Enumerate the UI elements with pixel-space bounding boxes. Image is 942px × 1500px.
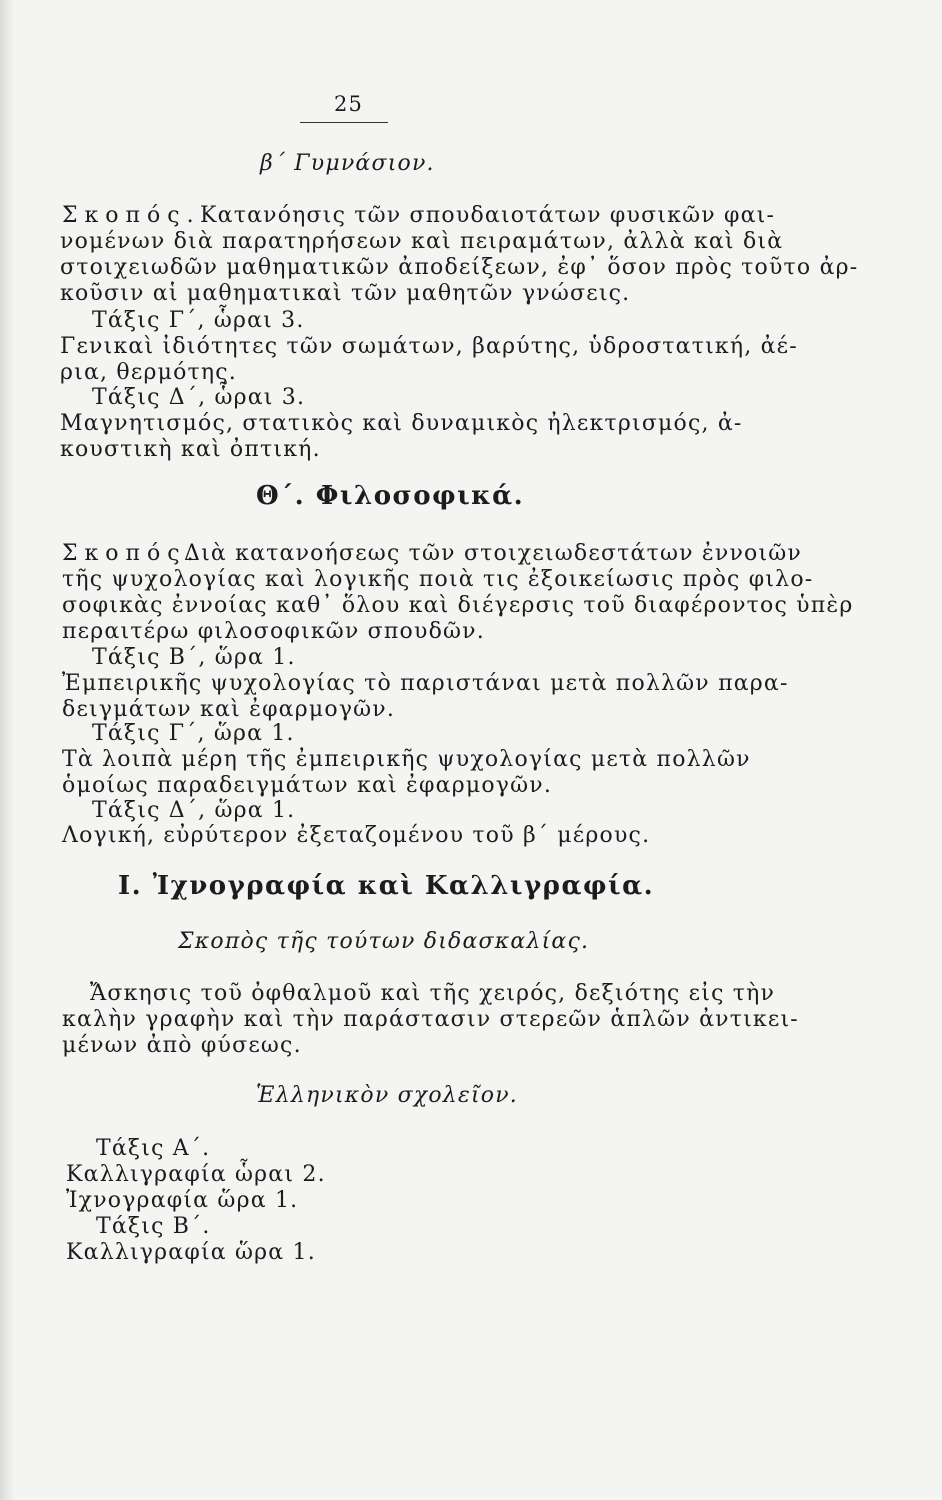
drawing-class-b-line-1: Καλλιγραφία ὥρα 1. (66, 1240, 316, 1265)
drawing-class-b-heading: Τάξις Β΄. (96, 1214, 211, 1239)
philosophy-class-d-line-1: Λογική, εὐρύτερον ἐξεταζομένου τοῦ β΄ μέρους. (62, 823, 651, 848)
gymnasium-class-d-heading: Τάξις Δ΄, ὧραι 3. (92, 385, 306, 410)
philosophy-heading: Θ΄. Φιλοσοφικά. (256, 481, 525, 511)
drawing-aim-line-3: μένων ἀπὸ φύσεως. (62, 1033, 302, 1058)
gymnasium-heading: β΄ Γυμνάσιον. (260, 151, 435, 176)
drawing-heading: Ι. Ἰχνογραφία καὶ Καλλιγραφία. (118, 871, 655, 901)
drawing-class-a-line-2: Ἰχνογραφία ὥρα 1. (66, 1188, 299, 1213)
philosophy-class-g-line-1: Τὰ λοιπὰ μέρη τῆς ἐμπειρικῆς ψυχολογίας μετὰ πολλῶν (62, 747, 751, 772)
philosophy-class-b-line-2: δειγμάτων καὶ ἐφαρμογῶν. (62, 697, 396, 722)
gymnasium-aim-line-3: στοιχειωδῶν μαθηματικῶν ἀποδείξεων, ἐφ᾽ ὅσον πρὸς τοῦτο ἀρ- (60, 255, 859, 280)
school-heading: Ἑλληνικὸν σχολεῖον. (256, 1083, 518, 1108)
gymnasium-aim-label: Σκοπός. (62, 203, 201, 228)
philosophy-aim-line-3: σοφικὰς ἐννοίας καθ᾽ ὅλου καὶ διέγερσις τοῦ διαφέροντος ὑπὲρ (62, 593, 854, 618)
gymnasium-aim-line-2: νομένων διὰ παρατηρήσεων καὶ πειραμάτων, ἀλλὰ καὶ διὰ (60, 229, 784, 254)
page-number: 25 (334, 92, 364, 116)
philosophy-aim-line-1: Διὰ κατανοήσεως τῶν στοιχειωδεστάτων ἐννοιῶν (184, 541, 803, 566)
philosophy-aim-line-4: περαιτέρω φιλοσοφικῶν σπουδῶν. (62, 619, 485, 644)
drawing-aim-line-2: καλὴν γραφὴν καὶ τὴν παράστασιν στερεῶν ἁπλῶν ἀντικει- (62, 1007, 799, 1032)
philosophy-class-b-heading: Τάξις Β΄, ὥρα 1. (92, 645, 296, 670)
gymnasium-class-g-heading: Τάξις Γ΄, ὧραι 3. (92, 308, 305, 333)
gymnasium-class-d-line-1: Μαγνητισμός, στατικὸς καὶ δυναμικὸς ἠλεκτρισμός, ἀ- (60, 411, 743, 436)
drawing-aim-heading: Σκοπὸς τῆς τούτων διδασκαλίας. (178, 929, 590, 954)
drawing-class-a-heading: Τάξις Α΄. (96, 1136, 211, 1161)
gymnasium-aim-line-1: Κατανόησις τῶν σπουδαιοτάτων φυσικῶν φαι- (200, 203, 776, 228)
gymnasium-class-d-line-2: κουστικὴ καὶ ὀπτική. (60, 437, 321, 462)
page-edge-shadow (0, 0, 14, 1500)
philosophy-class-b-line-1: Ἐμπειρικῆς ψυχολογίας τὸ παριστάναι μετὰ πολλῶν παρα- (62, 671, 789, 696)
gymnasium-class-g-line-2: ρια, θερμότης. (60, 360, 237, 385)
gymnasium-aim-line-4: κοῦσιν αἱ μαθηματικαὶ τῶν μαθητῶν γνώσεις. (60, 281, 631, 306)
drawing-aim-line-1: Ἄσκησις τοῦ ὀφθαλμοῦ καὶ τῆς χειρός, δεξιότης εἰς τὴν (90, 981, 776, 1006)
philosophy-class-g-heading: Τάξις Γ΄, ὥρα 1. (92, 721, 295, 746)
philosophy-class-d-heading: Τάξις Δ΄, ὥρα 1. (92, 798, 296, 823)
drawing-class-a-line-1: Καλλιγραφία ὧραι 2. (66, 1162, 326, 1187)
page-number-rule (300, 122, 388, 123)
gymnasium-class-g-line-1: Γενικαὶ ἰδιότητες τῶν σωμάτων, βαρύτης, ὑδροστατική, ἀέ- (60, 334, 798, 359)
philosophy-aim-label: Σκοπός. (62, 541, 201, 566)
philosophy-aim-line-2: τῆς ψυχολογίας καὶ λογικῆς ποιὰ τις ἐξοικείωσις πρὸς φιλο- (62, 567, 814, 592)
philosophy-class-g-line-2: ὁμοίως παραδειγμάτων καὶ ἐφαρμογῶν. (62, 773, 553, 798)
